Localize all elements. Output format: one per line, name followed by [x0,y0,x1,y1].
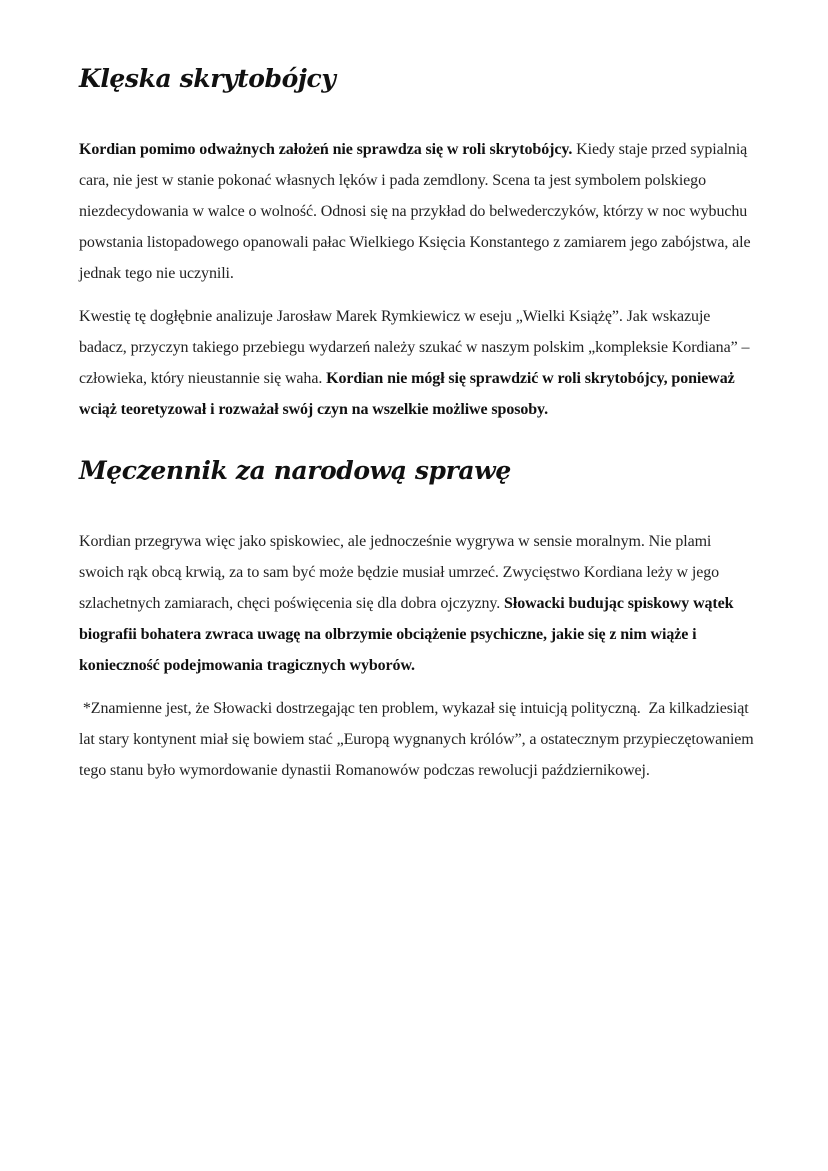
paragraph-text: Kordian przegrywa więc jako spiskowiec, ale jednocześnie wygrywa w sensie moralnym. Nie plami swoich rąk obcą krwią, za to sam być może będzie musiał umrzeć. Zwycięstwo Kordiana leży w jego szlachetnych zamiarach, chęci poświęcenia się dla dobra ojczyzny. [79,533,720,612]
document-content [79,62,759,786]
bold-tail: Kordian nie mógł się sprawdzić w roli skrytobójcy, ponieważ wciąż teoretyzował i rozważał swój czyn na wszelkie możliwe sposoby. [79,370,735,418]
paragraph-text: Kwestię tę dogłębnie analizuje Jarosław Marek Rymkiewicz w eseju „Wielki Książę”. Jak wskazuje badacz, przyczyn takiego przebiegu wydarzeń należy szukać w naszym polskim „kompleksie Kordiana” – człowieka, który nieustannie się waha. [79,308,750,387]
bold-lead: Kordian pomimo odważnych założeń nie sprawdza się w roli skrytobójcy. [79,141,573,158]
section-heading: Męczennik za narodową sprawę [79,456,511,485]
paragraph [79,693,759,786]
paragraph-text: Kiedy staje przed sypialnią cara, nie jest w stanie pokonać własnych lęków i pada zemdlony. Scena ta jest symbolem polskiego niezdecydowania w walce o wolność. Odnosi się na przykład do belwederczyków, którzy w noc wybuchu powstania listopadowego opanowali pałac Wielkiego Księcia Konstantego z zamiarem jego zabójstwa, ale jednak tego nie uczynili. [79,141,751,282]
section-meczennik [79,454,759,786]
paragraph [79,526,759,681]
section-heading: Klęska skrytobójcy [79,64,336,93]
bold-tail: Słowacki budując spiskowy wątek biografii bohatera zwraca uwagę na olbrzymie obciążenie psychiczne, jakie się z nim wiąże i konieczność podejmowania tragicznych wyborów. [79,595,734,674]
paragraph [79,301,759,425]
paragraph-text: *Znamienne jest, że Słowacki dostrzegając ten problem, wykazał się intuicją polityczną. Za kilkadziesiąt lat stary kontynent miał się bowiem stać „Europą wygnanych królów”, a ostatecznym przypieczętowaniem tego stanu było wymordowanie dynastii Romanowów podczas rewolucji październikowej. [79,700,758,779]
section-kleska-skrytobojcy [79,62,759,425]
paragraph [79,134,759,289]
